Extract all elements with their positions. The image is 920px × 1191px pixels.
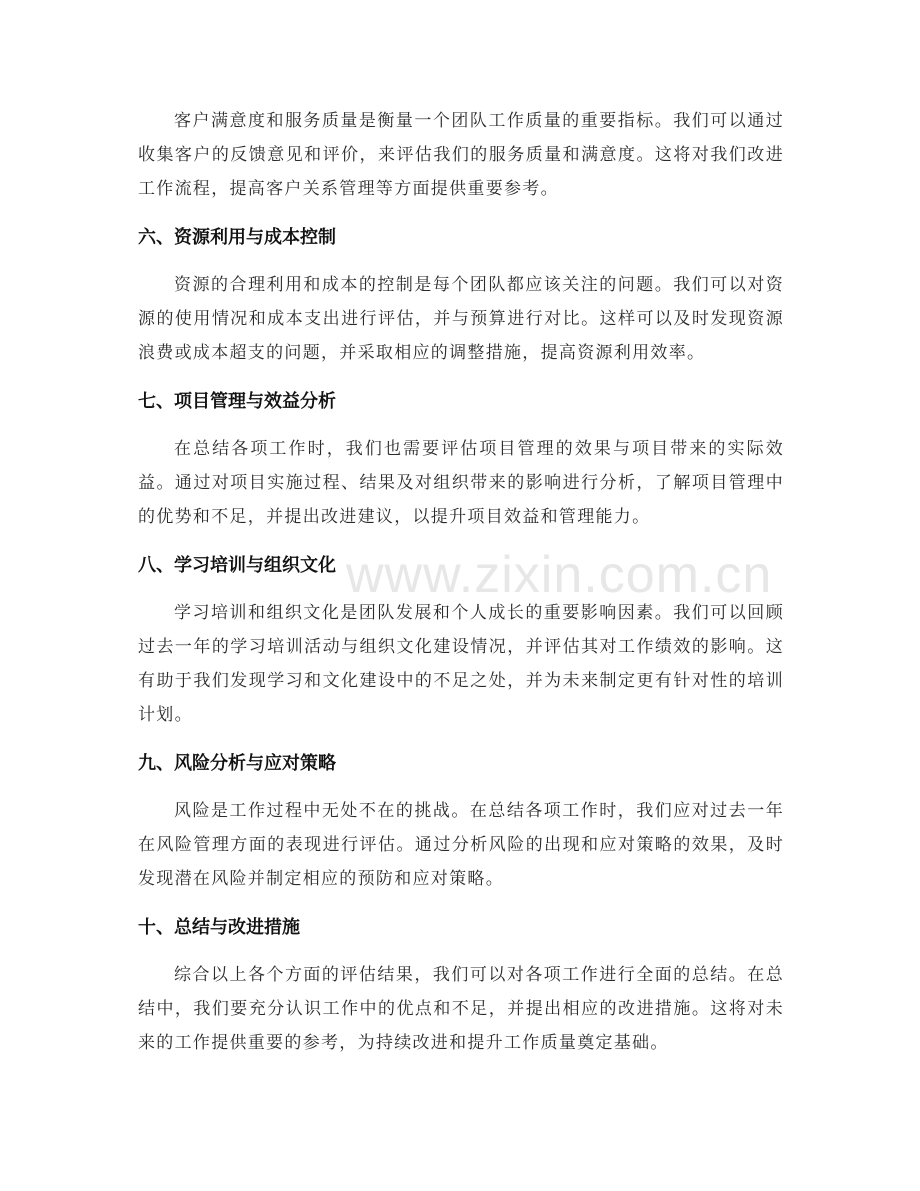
watermark: www.zixin.com.cn (346, 546, 773, 604)
document-body (138, 104, 784, 1060)
paragraph-section-9: 风险是工作过程中无处不在的挑战。在总结各项工作时，我们应对过去一年在风险管理方面的表现进行评估。通过分析风险的出现和应对策略的效果，及时发现潜在风险并制定相应的预防和应对策略。 (138, 801, 784, 889)
paragraph-section-7: 在总结各项工作时，我们也需要评估项目管理的效果与项目带来的实际效益。通过对项目实施过程、结果及对组织带来的影响进行分析，了解项目管理中的优势和不足，并提出改进建议，以提升项目效益和管理能力。 (138, 439, 784, 527)
heading-section-6: 六、资源利用与成本控制 (138, 227, 336, 248)
paragraph-section-8: 学习培训和组织文化是团队发展和个人成长的重要影响因素。我们可以回顾过去一年的学习培训活动与组织文化建设情况，并评估其对工作绩效的影响。这有助于我们发现学习和文化建设中的不足之处，并为未来制定更有针对性的培训计划。 (138, 603, 784, 725)
paragraph-section-10: 综合以上各个方面的评估结果，我们可以对各项工作进行全面的总结。在总结中，我们要充分认识工作中的优点和不足，并提出相应的改进措施。这将对未来的工作提供重要的参考，为持续改进和提升工作质量奠定基础。 (138, 965, 784, 1053)
heading-section-9: 九、风险分析与应对策略 (138, 753, 336, 774)
heading-section-8: 八、学习培训与组织文化 (138, 555, 336, 576)
paragraph-section-6: 资源的合理利用和成本的控制是每个团队都应该关注的问题。我们可以对资源的使用情况和成本支出进行评估，并与预算进行对比。这样可以及时发现资源浪费或成本超支的问题，并采取相应的调整措施，提高资源利用效率。 (138, 275, 784, 363)
heading-section-10: 十、总结与改进措施 (138, 917, 300, 938)
heading-section-7: 七、项目管理与效益分析 (138, 391, 336, 412)
paragraph-customer-satisfaction: 客户满意度和服务质量是衡量一个团队工作质量的重要指标。我们可以通过收集客户的反馈意见和评价，来评估我们的服务质量和满意度。这将对我们改进工作流程，提高客户关系管理等方面提供重要参考。 (138, 111, 784, 199)
